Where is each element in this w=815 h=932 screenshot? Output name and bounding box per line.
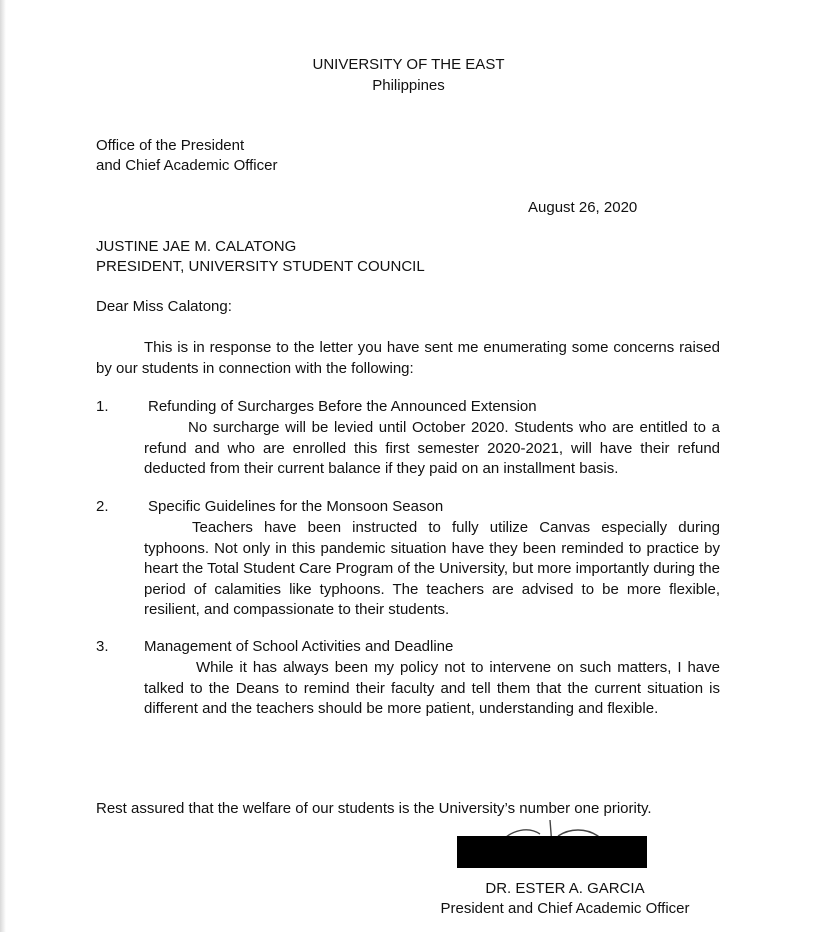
item-heading: Refunding of Surcharges Before the Announced Extension (148, 398, 537, 415)
item-heading: Management of School Activities and Deadline (144, 638, 454, 655)
signatory-name: DR. ESTER A. GARCIA (485, 880, 645, 897)
recipient-title: PRESIDENT, UNIVERSITY STUDENT COUNCIL (96, 258, 425, 275)
office-line-2: and Chief Academic Officer (96, 157, 278, 174)
redaction-bar (457, 836, 647, 868)
item-body: While it has always been my policy not to intervene on such matters, I have talked to the Deans to remind their faculty and tell them that the current situation is different and the teachers should be more patient, understanding and flexible. (144, 659, 720, 717)
salutation: Dear Miss Calatong: (96, 298, 232, 315)
item-number: 1. (96, 398, 109, 415)
letter-date: August 26, 2020 (528, 199, 638, 216)
item-heading: Specific Guidelines for the Monsoon Season (148, 498, 444, 515)
intro-paragraph: This is in response to the letter you have sent me enumerating some concerns raised by our students in connection with the following: (96, 339, 720, 377)
signatory-title: President and Chief Academic Officer (440, 900, 690, 917)
institution-name: UNIVERSITY OF THE EAST (312, 56, 505, 73)
item-body: No surcharge will be levied until October 2020. Students who are entitled to a refund and who are enrolled this first semester 2020-2021, will have their refund deducted from their current balance if they paid on an installment basis. (144, 419, 720, 477)
item-body: Teachers have been instructed to fully utilize Canvas especially during typhoons. Not only in this pandemic situation have they been reminded to practice by heart the Total Student Care Program of the University, but more importantly during the period of calamities like typhoons. The teachers are advised to be more flexible, resilient, and compassionate to their students. (144, 519, 720, 618)
item-number: 2. (96, 498, 109, 515)
institution-country: Philippines (372, 77, 445, 94)
item-number: 3. (96, 638, 109, 655)
recipient-name: JUSTINE JAE M. CALATONG (96, 238, 297, 255)
page-edge-shadow (0, 0, 6, 932)
closing-statement: Rest assured that the welfare of our students is the University’s number one priority. (96, 800, 652, 817)
office-line-1: Office of the President (96, 137, 245, 154)
